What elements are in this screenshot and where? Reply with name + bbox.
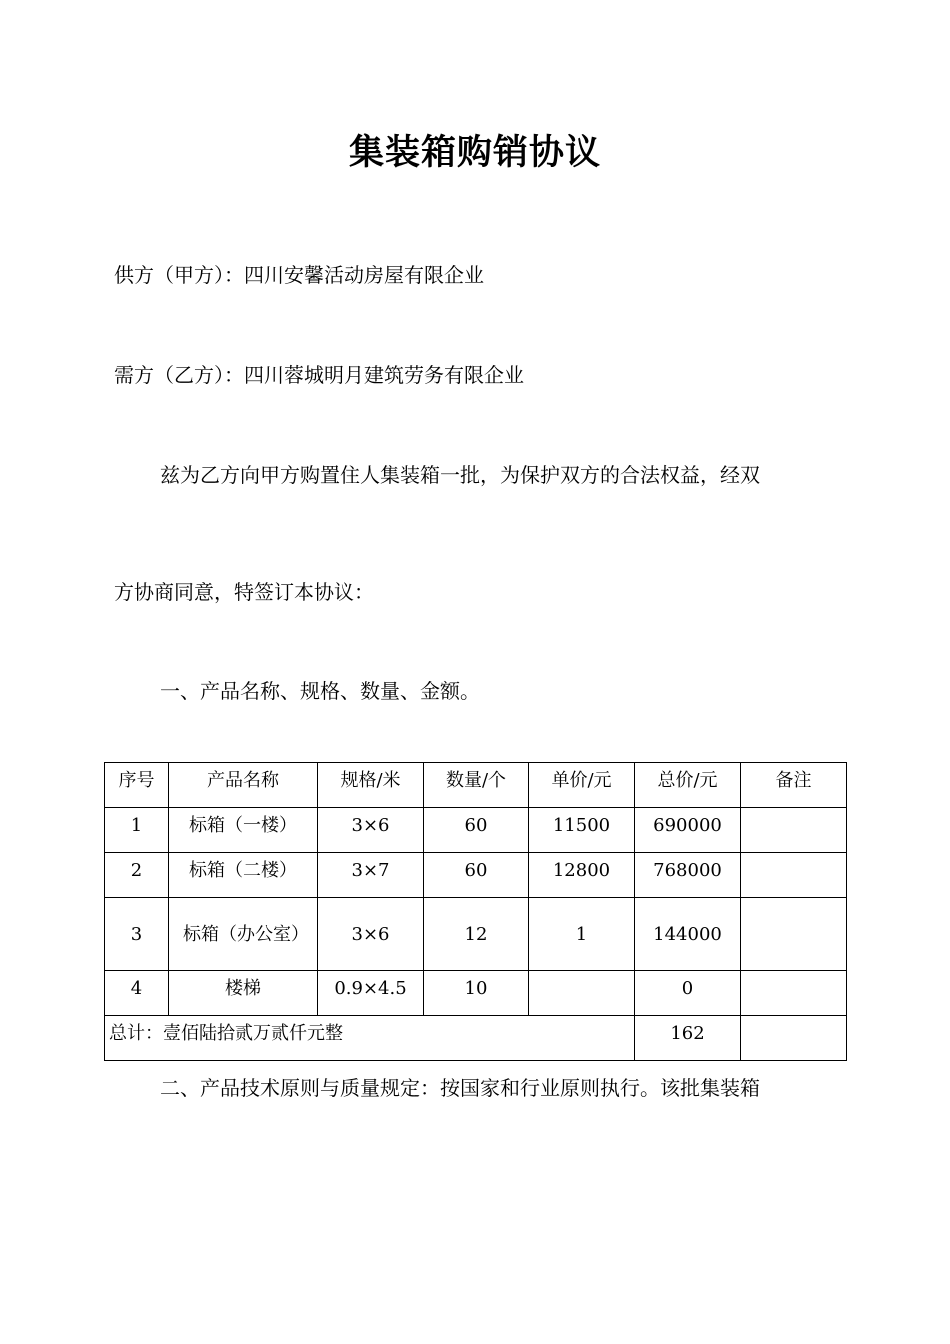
header-cell-quantity: 数量/个	[424, 763, 529, 808]
cell-quantity: 10	[424, 971, 529, 1016]
cell-product-name: 标箱（一楼）	[169, 808, 318, 853]
table-row	[105, 898, 847, 971]
section-heading-quality: 二、产品技术原则与质量规定：按国家和行业原则执行。该批集装箱	[160, 1076, 760, 1100]
table-row	[105, 808, 847, 853]
cell-quantity: 60	[424, 808, 529, 853]
document-title: 集装箱购销协议	[348, 132, 601, 173]
header-cell-unit-price: 单价/元	[529, 763, 635, 808]
intro-paragraph-line-1: 兹为乙方向甲方购置住人集装箱一批，为保护双方的合法权益，经双	[160, 463, 760, 487]
cell-remarks	[741, 971, 847, 1016]
header-cell-index: 序号	[105, 763, 169, 808]
cell-unit-price: 11500	[529, 808, 635, 853]
table-row	[105, 853, 847, 898]
cell-remarks	[741, 853, 847, 898]
cell-index: 4	[105, 971, 169, 1016]
header-cell-total-price: 总价/元	[635, 763, 741, 808]
supplier-line: 供方（甲方）：四川安馨活动房屋有限企业	[114, 263, 484, 287]
product-table	[104, 762, 847, 1061]
section-heading-products: 一、产品名称、规格、数量、金额。	[160, 679, 480, 703]
cell-total-price: 0	[635, 971, 741, 1016]
table-total-row	[105, 1016, 847, 1061]
total-remarks-cell	[741, 1016, 847, 1061]
cell-index: 1	[105, 808, 169, 853]
intro-paragraph-line-2: 方协商同意，特签订本协议：	[114, 580, 374, 604]
cell-remarks	[741, 808, 847, 853]
cell-index: 2	[105, 853, 169, 898]
cell-quantity: 12	[424, 898, 529, 971]
cell-product-name: 标箱（办公室）	[169, 898, 318, 971]
cell-spec: 3×6	[318, 808, 424, 853]
cell-unit-price: 12800	[529, 853, 635, 898]
header-cell-remarks: 备注	[741, 763, 847, 808]
cell-remarks	[741, 898, 847, 971]
cell-total-price: 144000	[635, 898, 741, 971]
total-value-cell: 162	[635, 1016, 741, 1061]
header-cell-product-name: 产品名称	[169, 763, 318, 808]
cell-quantity: 60	[424, 853, 529, 898]
cell-total-price: 768000	[635, 853, 741, 898]
cell-total-price: 690000	[635, 808, 741, 853]
buyer-line: 需方（乙方）：四川蓉城明月建筑劳务有限企业	[114, 363, 524, 387]
cell-product-name: 标箱（二楼）	[169, 853, 318, 898]
cell-product-name: 楼梯	[169, 971, 318, 1016]
table-row	[105, 971, 847, 1016]
cell-unit-price: 1	[529, 898, 635, 971]
cell-unit-price	[529, 971, 635, 1016]
cell-index: 3	[105, 898, 169, 971]
header-cell-spec: 规格/米	[318, 763, 424, 808]
cell-spec: 3×6	[318, 898, 424, 971]
cell-spec: 3×7	[318, 853, 424, 898]
table-header-row	[105, 763, 847, 808]
total-label-cell: 总计：壹佰陆拾贰万贰仟元整	[105, 1016, 635, 1061]
cell-spec: 0.9×4.5	[318, 971, 424, 1016]
